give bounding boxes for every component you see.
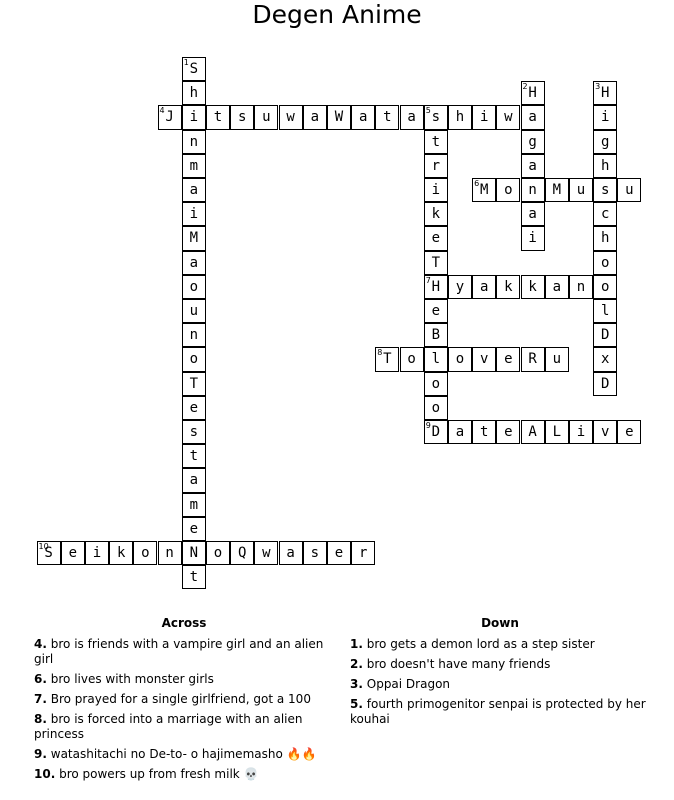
- cell-letter: T: [431, 254, 440, 271]
- grid-cell[interactable]: [545, 275, 569, 299]
- cell-letter: n: [165, 545, 174, 562]
- across-heading: Across: [161, 616, 207, 630]
- grid-cell[interactable]: [424, 372, 448, 396]
- grid-cell[interactable]: [472, 178, 496, 202]
- grid-cell[interactable]: [424, 202, 448, 226]
- grid-cell[interactable]: [182, 275, 206, 299]
- cell-letter: D: [600, 327, 610, 344]
- cell-letter: v: [479, 351, 489, 368]
- cell-letter: T: [383, 351, 392, 368]
- across-clues: [34, 615, 334, 787]
- grid-cell[interactable]: [424, 251, 448, 275]
- cell-letter: t: [383, 109, 392, 126]
- grid-cell[interactable]: [593, 226, 617, 250]
- cell-letter: o: [431, 399, 440, 416]
- grid-cell[interactable]: [279, 541, 303, 565]
- grid-cell[interactable]: [593, 251, 617, 275]
- grid-cell[interactable]: [448, 347, 472, 371]
- across-clue-8: 8. bro is forced into a marriage with an alien princess: [34, 712, 303, 741]
- grid-cell[interactable]: [496, 347, 520, 371]
- grid-cell[interactable]: [279, 105, 303, 129]
- grid-cell[interactable]: [424, 275, 448, 299]
- cell-letter: r: [431, 157, 440, 174]
- cell-letter: i: [92, 545, 102, 562]
- grid-cell[interactable]: [617, 420, 641, 444]
- cell-letter: a: [286, 545, 295, 562]
- cell-letter: a: [528, 109, 537, 126]
- grid-cell[interactable]: [182, 468, 206, 492]
- grid-cell[interactable]: [424, 396, 448, 420]
- grid-cell[interactable]: [182, 420, 206, 444]
- grid-cell[interactable]: [133, 541, 157, 565]
- grid-cell[interactable]: [182, 444, 206, 468]
- cell-letter: o: [504, 182, 513, 199]
- grid-cell[interactable]: [182, 323, 206, 347]
- cell-letter: u: [262, 109, 271, 126]
- cell-letter: x: [600, 351, 610, 368]
- grid-cell[interactable]: [496, 420, 520, 444]
- grid-cell[interactable]: [521, 347, 545, 371]
- clue-number: 9: [425, 421, 431, 430]
- grid-cell[interactable]: [400, 347, 424, 371]
- cell-letter: a: [189, 254, 198, 271]
- across-clue-9: 9. watashitachi no De-to- o hajimemasho 🔥🔥: [34, 747, 317, 761]
- down-clues: [350, 615, 650, 732]
- cell-letter: u: [189, 303, 198, 320]
- clue-number: 8: [377, 348, 383, 358]
- grid-cell[interactable]: [569, 275, 593, 299]
- cell-letter: s: [237, 109, 247, 126]
- grid-cell[interactable]: [230, 105, 254, 129]
- grid-cell[interactable]: [472, 105, 496, 129]
- cell-letter: a: [407, 109, 416, 126]
- grid-cell[interactable]: [400, 105, 424, 129]
- cell-letter: n: [189, 327, 198, 344]
- cell-letter: o: [407, 351, 416, 368]
- grid-cell[interactable]: [182, 299, 206, 323]
- cell-letter: T: [189, 375, 198, 392]
- grid-cell[interactable]: [593, 347, 617, 371]
- cell-letter: S: [189, 61, 198, 78]
- grid-cell[interactable]: [472, 347, 496, 371]
- cell-letter: o: [600, 278, 610, 295]
- grid-cell[interactable]: [545, 178, 569, 202]
- cell-letter: h: [600, 157, 610, 174]
- grid-cell[interactable]: [521, 81, 545, 105]
- cell-letter: e: [625, 424, 634, 441]
- cell-letter: c: [600, 206, 610, 223]
- cell-letter: h: [600, 230, 610, 247]
- clue-number: 1: [183, 58, 189, 67]
- cell-letter: w: [504, 109, 513, 126]
- cell-letter: L: [552, 424, 561, 441]
- grid-cell[interactable]: [545, 347, 569, 371]
- cell-letter: s: [600, 182, 610, 199]
- cell-letter: i: [189, 109, 198, 126]
- cell-letter: a: [528, 206, 537, 223]
- cell-letter: J: [165, 109, 174, 126]
- grid-cell[interactable]: [182, 81, 206, 105]
- cell-letter: o: [600, 254, 610, 271]
- across-clue-10: 10. bro powers up from fresh milk 💀: [34, 767, 259, 781]
- down-heading: Down: [481, 616, 519, 630]
- cell-letter: e: [334, 545, 344, 562]
- cell-letter: A: [528, 424, 537, 441]
- grid-cell[interactable]: [182, 493, 206, 517]
- grid-cell[interactable]: [206, 541, 230, 565]
- grid-cell[interactable]: [254, 105, 278, 129]
- cell-letter: W: [334, 109, 344, 126]
- grid-cell[interactable]: [569, 178, 593, 202]
- cell-letter: H: [528, 85, 537, 102]
- cell-letter: l: [431, 351, 440, 368]
- grid-cell[interactable]: [182, 226, 206, 250]
- cell-letter: n: [189, 133, 198, 150]
- cell-letter: M: [189, 230, 198, 247]
- cell-letter: y: [455, 278, 465, 295]
- grid-cell[interactable]: [521, 154, 545, 178]
- grid-cell[interactable]: [424, 226, 448, 250]
- grid-cell[interactable]: [182, 154, 206, 178]
- grid-cell[interactable]: [182, 347, 206, 371]
- cell-letter: M: [479, 182, 489, 199]
- cell-letter: e: [431, 230, 440, 247]
- clue-number: 10: [38, 542, 49, 551]
- grid-cell[interactable]: [593, 275, 617, 299]
- cell-letter: M: [552, 182, 561, 199]
- cell-letter: m: [189, 496, 198, 513]
- clue-number: 4: [159, 106, 165, 116]
- cell-letter: o: [141, 545, 150, 562]
- cell-letter: u: [552, 351, 561, 368]
- cell-letter: a: [528, 157, 537, 174]
- cell-letter: o: [213, 545, 223, 562]
- clue-number: 6: [474, 179, 480, 188]
- grid-cell[interactable]: [230, 541, 254, 565]
- cell-letter: a: [358, 109, 368, 126]
- grid-cell[interactable]: [521, 130, 545, 154]
- grid-cell[interactable]: [375, 347, 399, 371]
- grid-cell[interactable]: [375, 105, 399, 129]
- cell-letter: e: [189, 520, 198, 537]
- grid-cell[interactable]: [521, 420, 545, 444]
- cell-letter: s: [189, 424, 198, 441]
- clue-number: 5: [425, 106, 431, 116]
- cell-letter: n: [528, 182, 537, 199]
- grid-cell[interactable]: [521, 275, 545, 299]
- grid-cell[interactable]: [472, 275, 496, 299]
- cell-letter: s: [310, 545, 319, 562]
- grid-cell[interactable]: [424, 347, 448, 371]
- grid-cell[interactable]: [182, 565, 206, 589]
- cell-letter: t: [479, 424, 489, 441]
- grid-cell[interactable]: [448, 420, 472, 444]
- grid-cell[interactable]: [521, 202, 545, 226]
- down-clue-5: 5. fourth primogenitor senpai is protected by her kouhai: [350, 697, 646, 726]
- grid-cell[interactable]: [182, 517, 206, 541]
- grid-cell[interactable]: [85, 541, 109, 565]
- cell-letter: s: [431, 109, 440, 126]
- cell-letter: H: [431, 278, 440, 295]
- grid-cell[interactable]: [158, 541, 182, 565]
- cell-letter: m: [189, 157, 198, 174]
- grid-cell[interactable]: [351, 105, 375, 129]
- grid-cell[interactable]: [472, 420, 496, 444]
- cell-letter: l: [600, 303, 610, 320]
- cell-letter: e: [504, 424, 513, 441]
- cell-letter: e: [431, 303, 440, 320]
- grid-cell[interactable]: [593, 130, 617, 154]
- grid-cell[interactable]: [182, 105, 206, 129]
- grid-cell[interactable]: [206, 105, 230, 129]
- cell-letter: k: [528, 278, 537, 295]
- cell-letter: k: [116, 545, 126, 562]
- grid-cell[interactable]: [158, 105, 182, 129]
- grid-cell[interactable]: [424, 420, 448, 444]
- grid-cell[interactable]: [424, 105, 448, 129]
- grid-cell[interactable]: [327, 541, 351, 565]
- cell-letter: u: [625, 182, 634, 199]
- grid-cell[interactable]: [182, 178, 206, 202]
- cell-letter: a: [479, 278, 489, 295]
- grid-cell[interactable]: [254, 541, 278, 565]
- cell-letter: w: [286, 109, 295, 126]
- grid-cell[interactable]: [182, 57, 206, 81]
- grid-cell[interactable]: [521, 178, 545, 202]
- cell-letter: H: [600, 85, 610, 102]
- grid-cell[interactable]: [424, 299, 448, 323]
- cell-letter: h: [189, 85, 198, 102]
- grid-cell[interactable]: [351, 541, 375, 565]
- cell-letter: i: [479, 109, 489, 126]
- grid-cell[interactable]: [424, 178, 448, 202]
- grid-cell[interactable]: [593, 323, 617, 347]
- grid-cell[interactable]: [303, 541, 327, 565]
- grid-cell[interactable]: [545, 420, 569, 444]
- grid-cell[interactable]: [593, 154, 617, 178]
- cell-letter: D: [431, 424, 440, 441]
- grid-cell[interactable]: [37, 541, 61, 565]
- grid-cell[interactable]: [182, 251, 206, 275]
- grid-cell[interactable]: [182, 202, 206, 226]
- grid-cell[interactable]: [182, 372, 206, 396]
- grid-cell[interactable]: [424, 130, 448, 154]
- cell-letter: t: [213, 109, 223, 126]
- grid-cell[interactable]: [593, 420, 617, 444]
- grid-cell[interactable]: [496, 105, 520, 129]
- cell-letter: a: [310, 109, 319, 126]
- grid-cell[interactable]: [182, 541, 206, 565]
- grid-cell[interactable]: [182, 130, 206, 154]
- cell-letter: R: [528, 351, 537, 368]
- grid-cell[interactable]: [593, 178, 617, 202]
- grid-cell[interactable]: [424, 323, 448, 347]
- grid-cell[interactable]: [569, 420, 593, 444]
- cell-letter: D: [600, 375, 610, 392]
- grid-cell[interactable]: [448, 105, 472, 129]
- cell-letter: e: [504, 351, 513, 368]
- cell-letter: g: [528, 133, 537, 150]
- grid-cell[interactable]: [593, 299, 617, 323]
- grid-cell[interactable]: [109, 541, 133, 565]
- grid-cell[interactable]: [424, 154, 448, 178]
- cell-letter: S: [44, 545, 53, 562]
- grid-cell[interactable]: [521, 105, 545, 129]
- down-clue-2: 2. bro doesn't have many friends: [350, 657, 551, 671]
- down-clue-3: 3. Oppai Dragon: [350, 677, 451, 691]
- grid-cell[interactable]: [593, 202, 617, 226]
- cell-letter: k: [504, 278, 513, 295]
- cell-letter: v: [600, 424, 610, 441]
- cell-letter: a: [189, 182, 198, 199]
- puzzle-title: Degen Anime: [252, 0, 422, 29]
- grid-cell[interactable]: [182, 396, 206, 420]
- cell-letter: t: [431, 133, 440, 150]
- cell-letter: o: [189, 278, 198, 295]
- cell-letter: i: [431, 182, 440, 199]
- cell-letter: t: [189, 448, 198, 465]
- across-clue-6: 6. bro lives with monster girls: [34, 672, 214, 686]
- cell-letter: w: [262, 545, 271, 562]
- cell-letter: Q: [237, 545, 247, 562]
- grid-cell[interactable]: [496, 275, 520, 299]
- cell-letter: i: [600, 109, 610, 126]
- grid-cell[interactable]: [617, 178, 641, 202]
- grid-cell[interactable]: [593, 372, 617, 396]
- cell-letter: r: [358, 545, 368, 562]
- clue-number: 7: [425, 275, 431, 285]
- down-clue-1: 1. bro gets a demon lord as a step sister: [350, 637, 595, 651]
- cell-letter: a: [455, 424, 465, 441]
- grid-cell[interactable]: [593, 81, 617, 105]
- cell-letter: i: [189, 206, 198, 223]
- cell-letter: B: [431, 327, 440, 344]
- cell-letter: i: [528, 230, 537, 247]
- across-clue-4: 4. bro is friends with a vampire girl and an alien girl: [34, 637, 324, 666]
- grid-cell[interactable]: [496, 178, 520, 202]
- grid-cell[interactable]: [327, 105, 351, 129]
- grid-cell[interactable]: [303, 105, 327, 129]
- cell-letter: k: [431, 206, 440, 223]
- cell-letter: N: [189, 545, 198, 562]
- cell-letter: o: [189, 351, 198, 368]
- cell-letter: o: [455, 351, 465, 368]
- clue-number: 2: [522, 82, 528, 92]
- cell-letter: o: [431, 375, 440, 392]
- across-clue-7: 7. Bro prayed for a single girlfriend, got a 100: [34, 692, 311, 706]
- cell-letter: e: [68, 545, 77, 562]
- cell-letter: a: [189, 472, 198, 489]
- grid-cell[interactable]: [593, 105, 617, 129]
- cell-letter: h: [455, 109, 465, 126]
- cell-letter: i: [576, 424, 586, 441]
- clue-number: 3: [595, 82, 601, 92]
- cell-letter: g: [600, 133, 610, 150]
- cell-letter: e: [189, 399, 198, 416]
- cell-letter: a: [552, 278, 561, 295]
- cell-letter: n: [576, 278, 586, 295]
- grid-cell[interactable]: [61, 541, 85, 565]
- cell-letter: t: [189, 569, 198, 586]
- cell-letter: u: [576, 182, 586, 199]
- grid-cell[interactable]: [448, 275, 472, 299]
- grid-cell[interactable]: [521, 226, 545, 250]
